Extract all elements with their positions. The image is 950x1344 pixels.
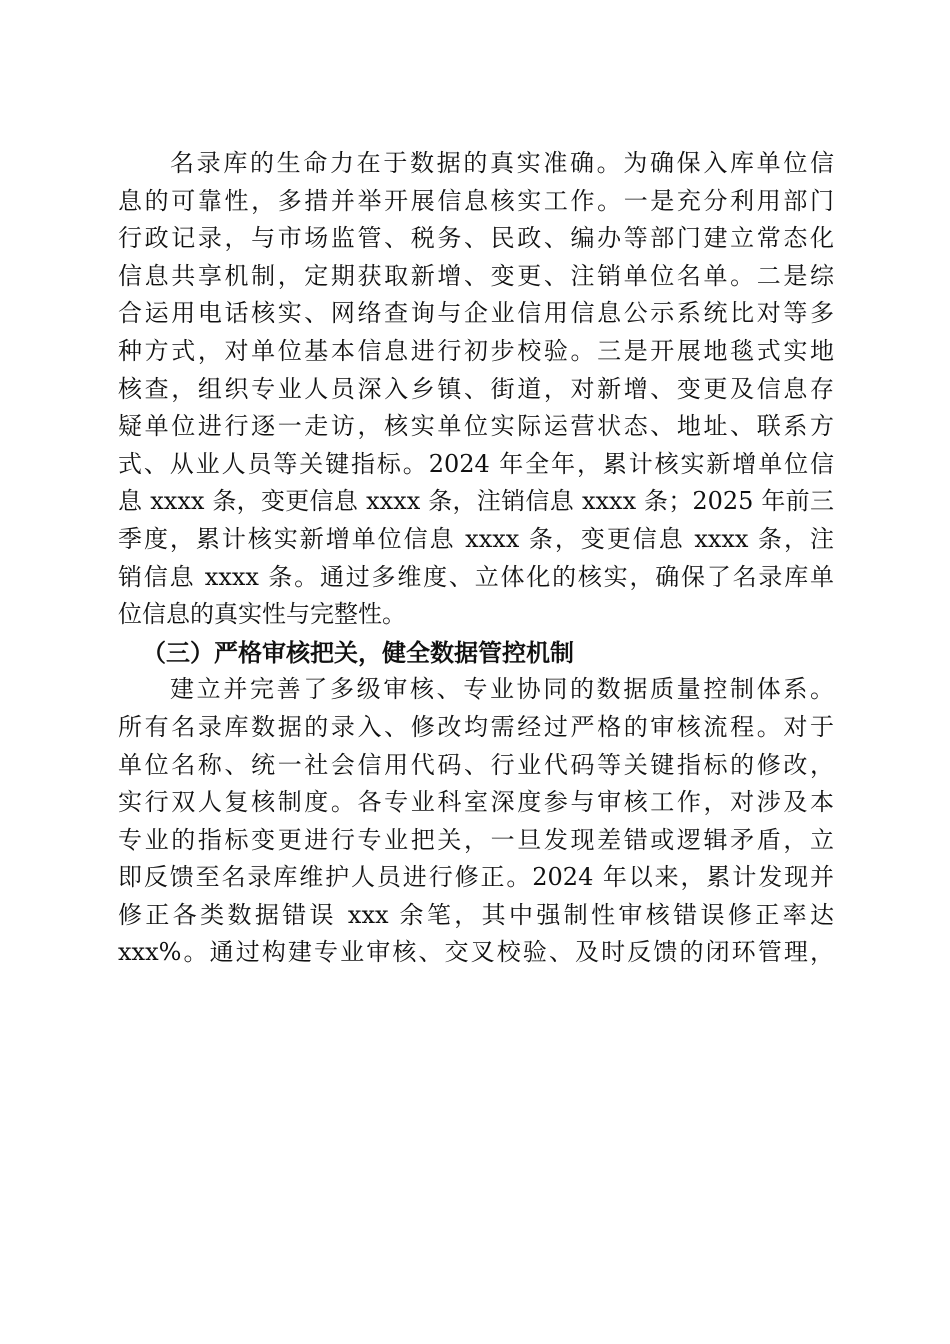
paragraph-line: 名录库的生命力在于数据的真实准确。为确保入库单位信 xyxy=(170,149,834,177)
paragraph-directory-verification xyxy=(118,145,834,634)
section-heading-3: （三）严格审核把关，健全数据管控机制 xyxy=(142,637,574,667)
paragraph-line: xxx%。通过构建专业审核、交叉校验、及时反馈的闭环管理， xyxy=(118,938,834,967)
paragraph-line: 单位名称、统一社会信用代码、行业代码等关键指标的修改， xyxy=(118,750,834,779)
paragraph-line: 位信息的真实性与完整性。 xyxy=(118,600,406,629)
paragraph-line: 信息共享机制，定期获取新增、变更、注销单位名单。二是综 xyxy=(118,261,834,290)
paragraph-line: 种方式，对单位基本信息进行初步校验。三是开展地毯式实地 xyxy=(118,336,834,365)
paragraph-line: 式、从业人员等关键指标。2024 年全年，累计核实新增单位信 xyxy=(118,449,834,478)
paragraph-line: 专业的指标变更进行专业把关，一旦发现差错或逻辑矛盾，立 xyxy=(118,825,834,854)
paragraph-line: 季度，累计核实新增单位信息 xxxx 条，变更信息 xxxx 条，注 xyxy=(118,524,834,553)
paragraph-line: 核查，组织专业人员深入乡镇、街道，对新增、变更及信息存 xyxy=(118,374,834,403)
paragraph-line: 所有名录库数据的录入、修改均需经过严格的审核流程。对于 xyxy=(118,712,834,741)
paragraph-data-review xyxy=(118,671,834,972)
paragraph-line: 销信息 xxxx 条。通过多维度、立体化的核实，确保了名录库单 xyxy=(118,562,834,591)
paragraph-line: 息 xxxx 条，变更信息 xxxx 条，注销信息 xxxx 条；2025 年前三 xyxy=(118,487,834,516)
paragraph-line: 修正各类数据错误 xxx 余笔，其中强制性审核错误修正率达 xyxy=(118,900,834,929)
paragraph-line: 合运用电话核实、网络查询与企业信用信息公示系统比对等多 xyxy=(118,299,834,328)
paragraph-line: 行政记录，与市场监管、税务、民政、编办等部门建立常态化 xyxy=(118,224,834,253)
paragraph-line: 息的可靠性，多措并举开展信息核实工作。一是充分利用部门 xyxy=(118,186,834,215)
paragraph-line: 即反馈至名录库维护人员进行修正。2024 年以来，累计发现并 xyxy=(118,863,834,892)
paragraph-line: 实行双人复核制度。各专业科室深度参与审核工作，对涉及本 xyxy=(118,788,834,817)
paragraph-line: 建立并完善了多级审核、专业协同的数据质量控制体系。 xyxy=(170,675,834,704)
document-body xyxy=(118,145,834,972)
paragraph-line: 疑单位进行逐一走访，核实单位实际运营状态、地址、联系方 xyxy=(118,412,834,441)
